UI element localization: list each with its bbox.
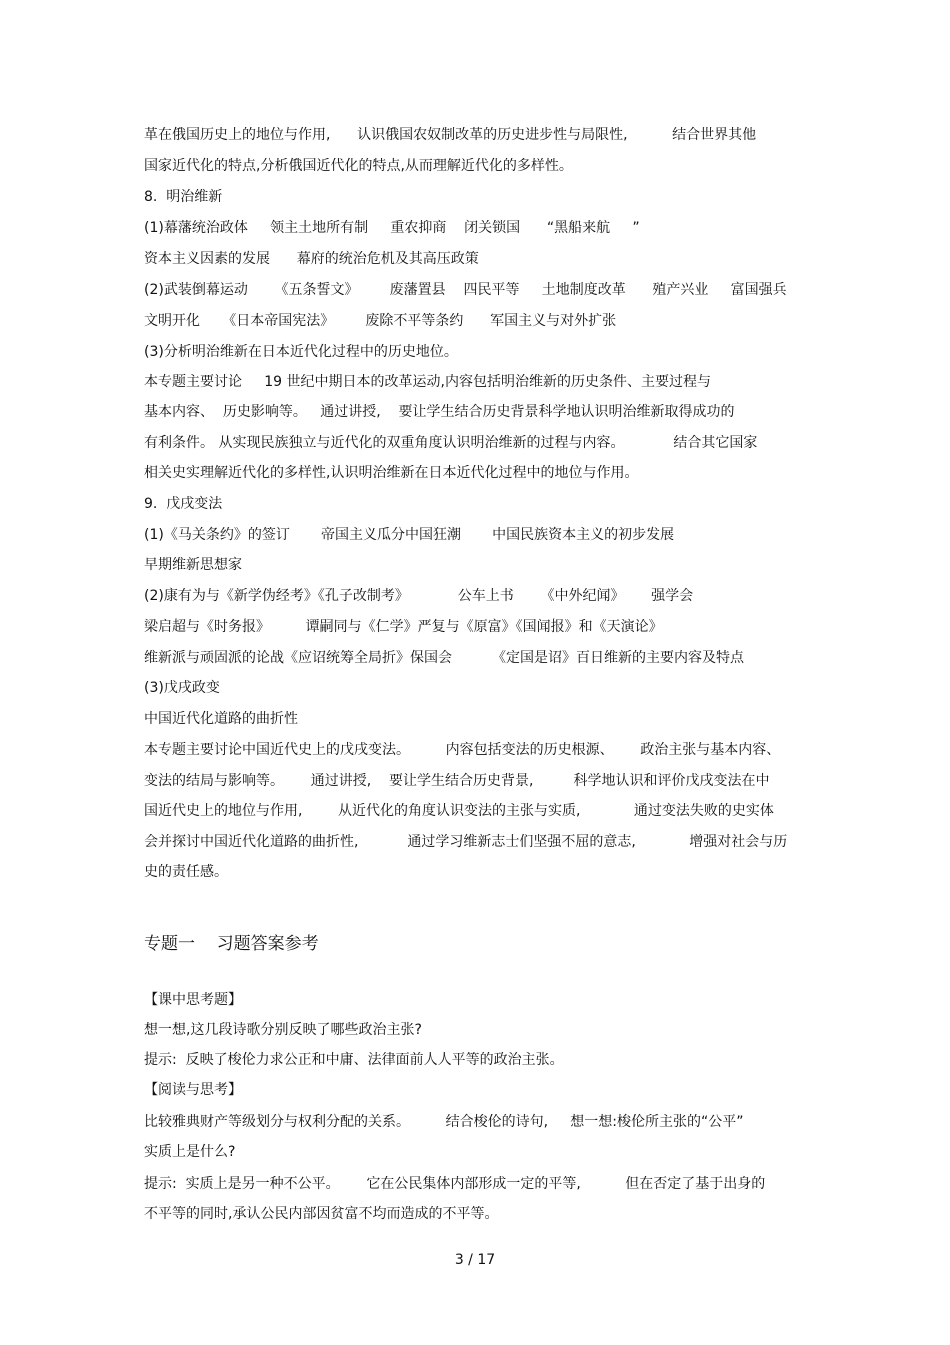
hint-line: 不平等的同时,承认公民内部因贫富不均而造成的不平等。 xyxy=(144,1206,499,1222)
text-line: 资本主义因素的发展 幕府的统治危机及其高压政策 xyxy=(144,251,479,267)
hint-line: 提示: 实质上是另一种不公平。 它在公民集体内部形成一定的平等, 但在否定了基于出身的 xyxy=(144,1176,766,1192)
text-line: 本专题主要讨论 19 世纪中期日本的改革运动,内容包括明治维新的历史条件、主要过程与 xyxy=(144,374,711,390)
question-line: 实质上是什么? xyxy=(144,1144,236,1160)
text-line: 国近代史上的地位与作用, 从近代化的角度认识变法的主张与实质, 通过变法失败的史实体 xyxy=(144,803,774,819)
question-line: 想一想,这几段诗歌分别反映了哪些政治主张? xyxy=(144,1022,422,1038)
text-line: 革在俄国历史上的地位与作用, 认识俄国农奴制改革的历史进步性与局限性, 结合世界其他 xyxy=(144,127,757,143)
page-number: 3 / 17 xyxy=(454,1252,496,1268)
text-line: 维新派与顽固派的论战《应诏统筹全局折》保国会 《定国是诏》百日维新的主要内容及特点 xyxy=(144,650,745,666)
item-heading-9: 9. 戊戌变法 xyxy=(144,496,223,512)
text-line: 文明开化 《日本帝国宪法》 废除不平等条约 军国主义与对外扩张 xyxy=(144,313,617,329)
text-line: 早期维新思想家 xyxy=(144,557,242,573)
text-line: 变法的结局与影响等。 通过讲授, 要让学生结合历史背景, 科学地认识和评价戊戌变法在中 xyxy=(144,773,770,789)
text-line: 有利条件。 从实现民族独立与近代化的双重角度认识明治维新的过程与内容。 结合其它国家 xyxy=(144,435,758,451)
text-line: (1)幕藩统治政体 领主土地所有制 重农抑商 闭关锁国 “黑船来航 ” xyxy=(144,220,640,236)
text-line: (1)《马关条约》的签订 帝国主义瓜分中国狂潮 中国民族资本主义的初步发展 xyxy=(144,527,675,543)
text-line: (2)康有为与《新学伪经考》《孔子改制考》 公车上书 《中外纪闻》 强学会 xyxy=(144,588,694,604)
subheading: 【阅读与思考】 xyxy=(144,1082,242,1098)
question-line: 比较雅典财产等级划分与权利分配的关系。 结合梭伦的诗句, 想一想:梭伦所主张的“公平” xyxy=(144,1114,744,1130)
text-line: 相关史实理解近代化的多样性,认识明治维新在日本近代化过程中的地位与作用。 xyxy=(144,465,639,481)
text-line: 基本内容、 历史影响等。 通过讲授, 要让学生结合历史背景科学地认识明治维新取得成功的 xyxy=(144,404,735,420)
section-title: 专题一 习题答案参考 xyxy=(144,934,319,954)
subheading: 【课中思考题】 xyxy=(144,992,242,1008)
text-line: (2)武装倒幕运动 《五条誓文》 废藩置县 四民平等 土地制度改革 殖产兴业 富国强兵 xyxy=(144,282,787,298)
text-line: 史的责任感。 xyxy=(144,864,228,880)
text-line: 本专题主要讨论中国近代史上的戊戌变法。 内容包括变法的历史根源、 政治主张与基本内容、 xyxy=(144,742,781,758)
hint-line: 提示: 反映了梭伦力求公正和中庸、法律面前人人平等的政治主张。 xyxy=(144,1052,564,1068)
text-line: 会并探讨中国近代化道路的曲折性, 通过学习维新志士们坚强不屈的意志, 增强对社会与历 xyxy=(144,834,788,850)
text-line: 国家近代化的特点,分析俄国近代化的特点,从而理解近代化的多样性。 xyxy=(144,158,573,174)
item-heading-8: 8. 明治维新 xyxy=(144,189,223,205)
text-line: (3)戊戌政变 xyxy=(144,680,220,696)
text-line: 梁启超与《时务报》 谭嗣同与《仁学》严复与《原富》《国闻报》和《天演论》 xyxy=(144,619,663,635)
text-line: (3)分析明治维新在日本近代化过程中的历史地位。 xyxy=(144,344,458,360)
text-line: 中国近代化道路的曲折性 xyxy=(144,711,298,727)
